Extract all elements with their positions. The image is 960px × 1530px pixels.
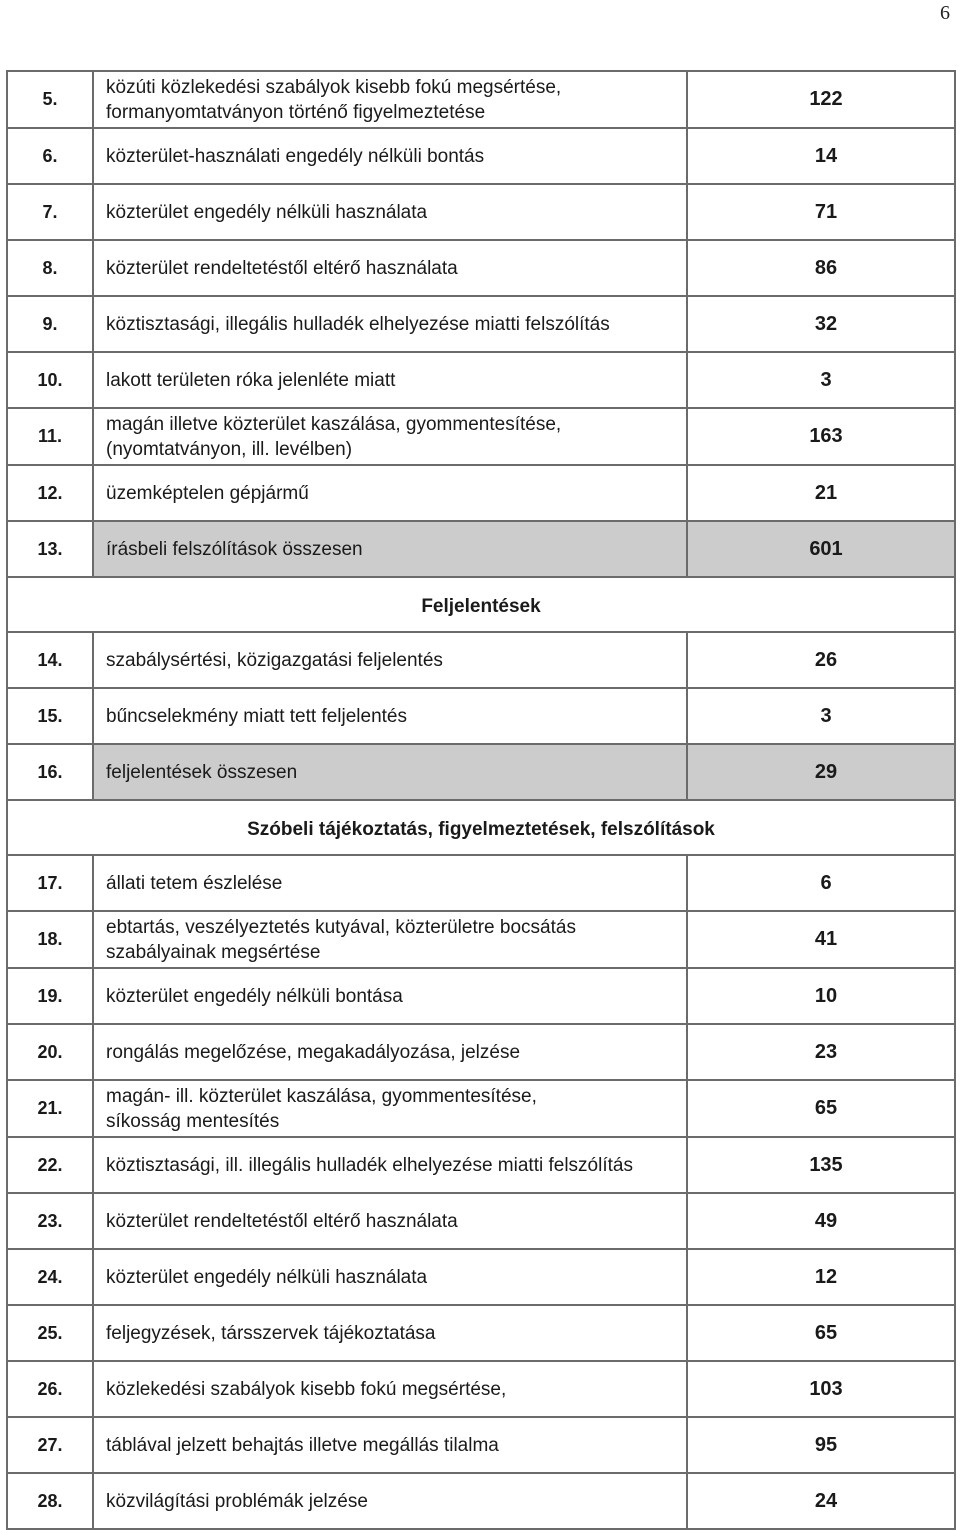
description-line: magán illetve közterület kaszálása, gyommentesítése, <box>106 413 562 435</box>
section-header-row <box>7 800 955 855</box>
table-row <box>7 855 955 911</box>
description-line: rongálás megelőzése, megakadályozása, jelzése <box>106 1041 521 1063</box>
table-row <box>7 688 955 744</box>
row-description <box>93 744 687 800</box>
description-line: síkosság mentesítés <box>106 1110 280 1132</box>
description-line: szabályainak megsértése <box>106 941 321 963</box>
description-line: feljegyzések, társszervek tájékoztatása <box>106 1322 436 1344</box>
row-number: 25. <box>7 1305 93 1361</box>
row-value: 65 <box>687 1080 955 1137</box>
description-line: üzemképtelen gépjármű <box>106 482 309 504</box>
table-row <box>7 408 955 465</box>
row-number: 9. <box>7 296 93 352</box>
row-value: 65 <box>687 1305 955 1361</box>
section-header-row <box>7 577 955 632</box>
table-row <box>7 1024 955 1080</box>
row-number: 23. <box>7 1193 93 1249</box>
row-description <box>93 240 687 296</box>
row-description <box>93 1080 687 1137</box>
row-value: 32 <box>687 296 955 352</box>
table-row <box>7 296 955 352</box>
row-description <box>93 911 687 968</box>
description-line: közterület-használati engedély nélküli bontás <box>106 145 485 167</box>
row-number: 22. <box>7 1137 93 1193</box>
description-line: közterület engedély nélküli használata <box>106 201 428 223</box>
description-line: köztisztasági, ill. illegális hulladék elhelyezése miatti felszólítás <box>106 1154 633 1176</box>
description-line: köztisztasági, illegális hulladék elhelyezése miatti felszólítás <box>106 313 610 335</box>
description-line: táblával jelzett behajtás illetve megállás tilalma <box>106 1434 499 1456</box>
row-value: 3 <box>687 352 955 408</box>
row-description <box>93 1193 687 1249</box>
row-number: 18. <box>7 911 93 968</box>
row-number: 11. <box>7 408 93 465</box>
description-line: közterület rendeltetéstől eltérő használata <box>106 1210 458 1232</box>
table-row <box>7 184 955 240</box>
row-number: 5. <box>7 71 93 128</box>
row-value: 95 <box>687 1417 955 1473</box>
table-row <box>7 240 955 296</box>
row-number: 28. <box>7 1473 93 1529</box>
description-line: szabálysértési, közigazgatási feljelentés <box>106 649 443 671</box>
row-number: 8. <box>7 240 93 296</box>
row-description <box>93 408 687 465</box>
row-value: 21 <box>687 465 955 521</box>
row-number: 15. <box>7 688 93 744</box>
statistics-table <box>6 70 956 1530</box>
row-number: 20. <box>7 1024 93 1080</box>
description-line: közúti közlekedési szabályok kisebb fokú megsértése, <box>106 76 562 98</box>
description-line: közterület engedély nélküli bontása <box>106 985 403 1007</box>
description-line: közterület engedély nélküli használata <box>106 1266 428 1288</box>
description-line: írásbeli felszólítások összesen <box>106 538 363 560</box>
section-header <box>7 800 955 855</box>
description-line: (nyomtatványon, ill. levélben) <box>106 438 353 460</box>
table-row <box>7 1473 955 1529</box>
row-value: 86 <box>687 240 955 296</box>
row-value: 23 <box>687 1024 955 1080</box>
section-title: Feljelentések <box>421 596 541 617</box>
row-value: 3 <box>687 688 955 744</box>
table-row <box>7 968 955 1024</box>
table-row <box>7 1361 955 1417</box>
row-description <box>93 465 687 521</box>
description-line: közvilágítási problémák jelzése <box>106 1490 368 1512</box>
table-row <box>7 632 955 688</box>
table-row <box>7 1305 955 1361</box>
row-value: 135 <box>687 1137 955 1193</box>
table-row <box>7 744 955 800</box>
page-number: 6 <box>940 2 950 24</box>
row-description <box>93 855 687 911</box>
description-line: ebtartás, veszélyeztetés kutyával, közterületre bocsátás <box>106 916 576 938</box>
description-line: bűncselekmény miatt tett feljelentés <box>106 705 407 727</box>
row-value: 601 <box>687 521 955 577</box>
row-description <box>93 688 687 744</box>
table-row <box>7 1193 955 1249</box>
row-description <box>93 632 687 688</box>
row-value: 10 <box>687 968 955 1024</box>
description-line: magán- ill. közterület kaszálása, gyommentesítése, <box>106 1085 537 1107</box>
row-number: 13. <box>7 521 93 577</box>
table-row <box>7 465 955 521</box>
row-value: 103 <box>687 1361 955 1417</box>
row-description <box>93 352 687 408</box>
row-number: 16. <box>7 744 93 800</box>
row-description <box>93 296 687 352</box>
row-description <box>93 1305 687 1361</box>
row-description <box>93 128 687 184</box>
row-value: 71 <box>687 184 955 240</box>
row-description <box>93 1361 687 1417</box>
row-description <box>93 1137 687 1193</box>
description-line: közterület rendeltetéstől eltérő használata <box>106 257 458 279</box>
table-row <box>7 1417 955 1473</box>
row-value: 41 <box>687 911 955 968</box>
row-number: 14. <box>7 632 93 688</box>
row-value: 163 <box>687 408 955 465</box>
row-description <box>93 184 687 240</box>
table-row <box>7 1080 955 1137</box>
row-description <box>93 1417 687 1473</box>
row-value: 49 <box>687 1193 955 1249</box>
row-description <box>93 1024 687 1080</box>
description-line: közlekedési szabályok kisebb fokú megsértése, <box>106 1378 507 1400</box>
row-number: 17. <box>7 855 93 911</box>
row-number: 26. <box>7 1361 93 1417</box>
row-value: 12 <box>687 1249 955 1305</box>
row-number: 24. <box>7 1249 93 1305</box>
row-value: 14 <box>687 128 955 184</box>
row-number: 21. <box>7 1080 93 1137</box>
row-value: 29 <box>687 744 955 800</box>
description-line: feljelentések összesen <box>106 761 298 783</box>
section-header <box>7 577 955 632</box>
row-description <box>93 71 687 128</box>
row-number: 27. <box>7 1417 93 1473</box>
row-number: 12. <box>7 465 93 521</box>
row-number: 19. <box>7 968 93 1024</box>
row-number: 7. <box>7 184 93 240</box>
row-value: 122 <box>687 71 955 128</box>
table-row <box>7 911 955 968</box>
table-row <box>7 521 955 577</box>
row-description <box>93 521 687 577</box>
row-value: 6 <box>687 855 955 911</box>
row-description <box>93 968 687 1024</box>
row-number: 6. <box>7 128 93 184</box>
row-description <box>93 1473 687 1529</box>
description-line: formanyomtatványon történő figyelmeztetése <box>106 101 486 123</box>
table-row <box>7 352 955 408</box>
row-value: 26 <box>687 632 955 688</box>
table-row <box>7 1137 955 1193</box>
table-row <box>7 71 955 128</box>
table-row <box>7 128 955 184</box>
row-number: 10. <box>7 352 93 408</box>
section-title: Szóbeli tájékoztatás, figyelmeztetések, felszólítások <box>247 819 715 840</box>
row-description <box>93 1249 687 1305</box>
row-value: 24 <box>687 1473 955 1529</box>
description-line: lakott területen róka jelenléte miatt <box>106 369 396 391</box>
table-row <box>7 1249 955 1305</box>
description-line: állati tetem észlelése <box>106 872 283 894</box>
